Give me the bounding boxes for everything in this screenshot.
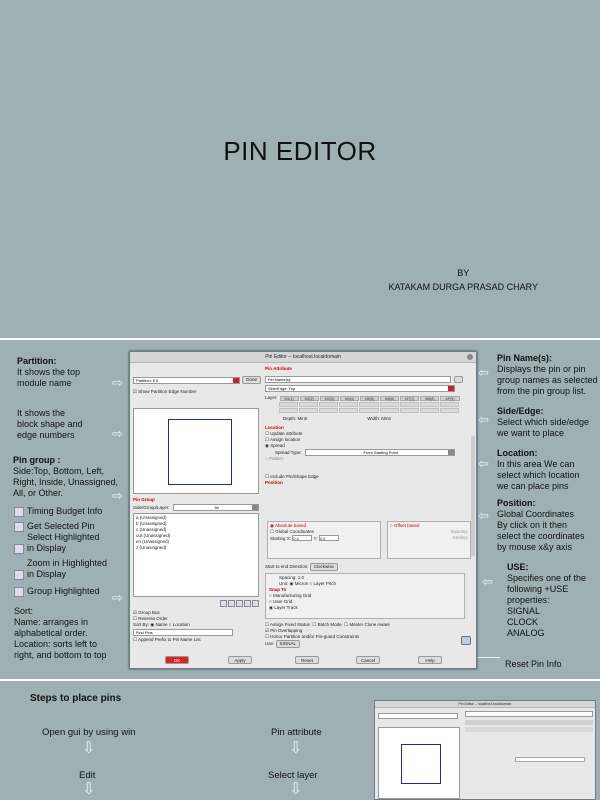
mini-spread-select <box>515 757 585 762</box>
mini-block-view <box>378 727 460 799</box>
pinname-line: from the pin group list. <box>497 386 587 396</box>
title-slide <box>0 0 600 338</box>
start-y-input[interactable]: 0.0 <box>319 535 339 541</box>
arrow-left-icon: ⇦ <box>478 365 489 380</box>
sort-location-radio[interactable]: Location <box>172 622 190 627</box>
list-item[interactable]: c (Unassigned) <box>136 527 167 532</box>
y-label: Y: <box>313 536 318 541</box>
selhl-label: in Display <box>27 543 67 553</box>
chevron-down-icon <box>252 505 258 510</box>
getsel-label: Get Selected Pin <box>27 521 95 531</box>
offset-spacing-label: Spacing: <box>450 529 468 534</box>
zoom-label: Zoom in Highlighted <box>27 558 108 568</box>
pin-group-label: Pin Group <box>133 497 155 502</box>
select-highlighted-icon[interactable] <box>236 600 243 607</box>
show-edge-label: Show Partition Edge Number <box>138 389 197 394</box>
by-label: BY <box>457 268 470 278</box>
step-edit: Edit <box>79 770 96 781</box>
spacing-input[interactable]: Spacing: 1.0 <box>279 575 305 580</box>
ok-button[interactable]: OK <box>165 656 189 664</box>
position-note <box>497 498 585 553</box>
side-head: Side/Edge: <box>497 406 544 416</box>
pos-line: select the coordinates <box>497 531 585 541</box>
mini-layer-row <box>465 720 593 725</box>
pin-group-list[interactable] <box>133 513 259 597</box>
use-line: properties: <box>507 595 550 605</box>
close-icon[interactable] <box>467 354 473 360</box>
honor-partition-label: Honor Partition and/or Pin-guard Constraints <box>270 634 360 639</box>
assign-fixed-checkbox[interactable]: Assign Fixed Status <box>270 622 310 627</box>
width-field[interactable]: Width: Min0 <box>367 416 392 421</box>
mini-pin-names <box>465 711 593 717</box>
pingroup-line: Side:Top, Bottom, Left, <box>13 466 105 476</box>
arrow-left-icon: ⇦ <box>478 456 489 471</box>
use-line: CLOCK <box>507 617 539 627</box>
get-selected-icon <box>14 522 24 532</box>
global-coord-checkbox[interactable]: ☐ Global Coordinates <box>270 529 314 534</box>
spacing-section <box>265 573 465 619</box>
slide-title: PIN EDITOR <box>223 136 377 166</box>
micron-radio[interactable]: Micron <box>294 581 309 586</box>
layer-button[interactable]: M4(4) <box>340 396 359 401</box>
arrow-right-icon: ⇨ <box>112 375 123 390</box>
use-line: SIGNAL <box>507 606 541 616</box>
list-item[interactable]: a (Unassigned) <box>136 515 167 520</box>
assign-loc-label: Assign location <box>270 437 301 442</box>
layer-button[interactable]: M7(7) <box>400 396 419 401</box>
absolute-section <box>267 521 381 559</box>
arrow-left-icon: ⇦ <box>482 574 493 589</box>
pingroup-head: Pin group : <box>13 455 61 465</box>
chevron-down-icon <box>233 378 239 383</box>
selhl-label: Select Highlighted <box>27 532 100 542</box>
scrollbar[interactable] <box>471 436 475 556</box>
arrow-down-icon: ⇩ <box>82 781 96 798</box>
user-grid-label: User Grid <box>272 599 293 604</box>
left-panel <box>133 366 261 646</box>
use-line: following +USE <box>507 584 569 594</box>
location-label: Location <box>265 425 284 430</box>
pos-head: Position: <box>497 498 536 508</box>
use-line: ANALOG <box>507 628 545 638</box>
depth-field[interactable]: Depth: Min0 <box>283 416 308 421</box>
list-toolbar <box>220 600 259 607</box>
pin-editor-slide <box>0 340 600 679</box>
pin-editor-window <box>129 351 477 669</box>
side-edge-value: Side/Edge: Top <box>268 386 296 391</box>
side-note <box>497 406 589 439</box>
absolute-radio[interactable]: ◉ Absolute based <box>270 523 306 528</box>
sort-by-row: Sort By: ◉ Name ○ Location <box>133 622 190 627</box>
arrow-right-icon: ⇨ <box>112 426 123 441</box>
pattern-label: Pattern <box>268 456 284 461</box>
sort-line: right, and bottom to top <box>14 650 107 660</box>
master-clone-checkbox[interactable]: Master Clone Aware <box>349 622 390 627</box>
select-highlighted-icon <box>14 544 24 554</box>
use-label: Use: <box>265 641 275 646</box>
pingroup-line: Right, Inside, Unassigned, <box>13 477 119 487</box>
absolute-label: Absolute based <box>274 523 306 528</box>
pin-names-field[interactable] <box>265 376 451 383</box>
update-attr-checkbox[interactable]: ☐ Update attribute <box>265 431 303 436</box>
reverse-order-checkbox[interactable]: ☐ Reverse Order <box>133 616 168 621</box>
sort-note <box>14 606 107 661</box>
arrow-down-icon: ⇩ <box>82 740 96 757</box>
block-shape-view[interactable] <box>133 408 259 494</box>
pin-overlap-label: Pin Overlapping <box>270 628 303 633</box>
arrow-right-icon: ⇨ <box>112 590 123 605</box>
partition-note <box>17 356 80 389</box>
right-panel <box>265 366 475 646</box>
block-note <box>17 408 83 441</box>
start-dir-label: Start to end Direction: <box>265 564 309 569</box>
layer-button[interactable]: AP(9) <box>440 396 459 401</box>
steps-slide <box>0 681 600 800</box>
offset-radio[interactable]: ○ Offset based <box>390 523 420 528</box>
timing-label: Timing Budget Info <box>27 506 103 516</box>
offset-label: Offset based <box>393 523 420 528</box>
include-edge-label: Include Pin/Shape Edge <box>270 474 319 479</box>
layer-track-radio[interactable]: ◉ Layer Track <box>269 605 298 610</box>
snap-to-label: Snap To <box>269 587 287 592</box>
side-group-select[interactable] <box>173 504 259 511</box>
sort-by-label: Sort By: <box>133 622 150 627</box>
spread-type-select[interactable] <box>305 449 455 456</box>
group-bus-label: Group Bus <box>138 610 160 615</box>
timing-budget-icon[interactable] <box>220 600 227 607</box>
user-grid-radio[interactable]: ○ User Grid <box>269 599 293 604</box>
offset-section <box>387 521 471 559</box>
block-outline <box>168 419 232 485</box>
author-name: KATAKAM DURGA PRASAD CHARY <box>388 282 538 292</box>
global-coord-label: Global Coordinates <box>275 529 314 534</box>
pin-names-label: Pin Name(s): <box>268 377 292 382</box>
steps-heading: Steps to place pins <box>30 693 122 704</box>
honor-partition-checkbox[interactable]: ☐ Honor Partition and/or Pin-guard Constraints <box>265 634 360 639</box>
apply-button[interactable]: Apply <box>228 656 252 664</box>
reset-pin-info-icon[interactable] <box>461 636 471 645</box>
direction-select[interactable]: Clockwise <box>310 563 338 571</box>
loc-line: In this area We can <box>497 459 575 469</box>
spread-label: Spread <box>270 443 285 448</box>
layer-button[interactable]: M1(1) <box>280 396 299 401</box>
layer-button[interactable]: M6(6) <box>380 396 399 401</box>
list-item[interactable]: b (Unassigned) <box>136 521 167 526</box>
mini-window-title: Pin Editor -- localhost.localdomain <box>375 701 595 708</box>
update-attr-label: Update attribute <box>270 431 303 436</box>
layer-button[interactable]: M8(8) <box>420 396 439 401</box>
starting-row <box>270 535 378 542</box>
spread-type-label: Spread Type: <box>275 449 302 455</box>
arrow-down-icon: ⇩ <box>289 740 303 757</box>
starting-label: Starting X: <box>270 536 292 541</box>
side-group-label: Side/Group/Layer: <box>133 504 170 510</box>
use-line: Specifies one of the <box>507 573 587 583</box>
use-row <box>265 640 470 648</box>
side-line: Select which side/edge <box>497 417 590 427</box>
grouphl-label: Group Highlighted <box>27 586 100 596</box>
arrow-down-icon: ⇩ <box>289 781 303 798</box>
layer-button[interactable]: M2(2) <box>300 396 319 401</box>
show-edge-checkbox[interactable]: ☑ Show Partition Edge Number <box>133 389 197 394</box>
layer-track-label: Layer Track <box>274 605 298 610</box>
reset-note: Reset Pin Info <box>505 659 562 669</box>
sort-line: alphabetical order. <box>14 628 88 638</box>
arrow-left-icon: ⇦ <box>478 508 489 523</box>
mini-partition-select <box>378 713 458 719</box>
pinname-line: Displays the pin or pin <box>497 364 586 374</box>
pingroup-line: All, or Other. <box>13 488 64 498</box>
spread-type-value: From Starting Point <box>363 450 398 455</box>
list-item[interactable]: en (Unassigned) <box>136 539 170 544</box>
chevron-down-icon <box>448 450 454 455</box>
pin-names-button[interactable] <box>454 376 463 383</box>
loc-head: Location: <box>497 448 538 458</box>
layer-button[interactable]: M3(3) <box>320 396 339 401</box>
group-bus-checkbox[interactable]: ☑ Group Bus <box>133 610 160 615</box>
arrow-right-icon: ⇨ <box>112 488 123 503</box>
use-select[interactable]: SIGNAL <box>276 640 301 648</box>
loc-line: we can place pins <box>497 481 569 491</box>
side-edge-select[interactable] <box>265 385 455 392</box>
block-line: edge numbers <box>17 430 75 440</box>
pinname-head: Pin Name(s): <box>497 353 553 363</box>
mini-layer-row <box>465 727 593 732</box>
group-highlighted-icon <box>14 587 24 597</box>
layer-row-disabled <box>279 402 459 407</box>
group-highlighted-icon[interactable] <box>252 600 259 607</box>
batch-mode-checkbox[interactable]: Batch Mode <box>317 622 342 627</box>
unit-row: Unit: ◉ Micron ○ Layer Pitch <box>279 581 336 586</box>
sort-line: Name: arranges in <box>14 617 89 627</box>
get-selected-icon[interactable] <box>228 600 235 607</box>
tools-note <box>14 506 107 597</box>
zoom-icon <box>14 570 24 580</box>
partition-value: Partition: EX <box>136 377 159 383</box>
append-prefix-checkbox[interactable]: ☐ Append Prefix to Pin Name List <box>133 637 201 642</box>
loc-line: select which location <box>497 470 580 480</box>
spread-radio[interactable]: ◉ Spread <box>265 443 285 448</box>
pingroup-note <box>13 455 118 499</box>
chevron-down-icon <box>448 386 454 391</box>
arrow-left-icon: ⇦ <box>478 412 489 427</box>
location-note <box>497 448 580 492</box>
use-note <box>507 562 586 639</box>
layer-buttons <box>280 396 460 401</box>
mfg-grid-radio[interactable]: ○ Manufacturing Grid <box>269 593 312 598</box>
find-pins-input[interactable] <box>133 629 233 636</box>
include-edge-checkbox[interactable]: ☐ Include Pin/Shape Edge <box>265 474 319 479</box>
start-dir-row <box>265 563 470 571</box>
partition-line: It shows the top <box>17 367 81 377</box>
zoom-label: in Display <box>27 569 67 579</box>
sort-head: Sort: <box>14 606 34 616</box>
status-row: ☐ Assign Fixed Status ☐ Batch Mode ☐ Master Clone Aware <box>265 622 390 627</box>
block-line: block shape and <box>17 419 83 429</box>
pos-line: by mouse x&y axis <box>497 542 573 552</box>
dialog-buttons <box>130 655 476 665</box>
offset-ending-label: Ending: <box>452 535 468 540</box>
sort-name-radio[interactable]: Name <box>155 622 168 627</box>
assign-loc-checkbox[interactable]: ☐ Assign location <box>265 437 301 442</box>
unit-label: Unit: <box>279 581 289 586</box>
position-label: Position <box>265 480 283 485</box>
start-x-input[interactable]: 0.0 <box>292 535 312 541</box>
byline <box>388 266 538 294</box>
cancel-button[interactable]: Cancel <box>356 656 380 664</box>
append-prefix-label: Append Prefix to Pin Name List <box>138 637 201 642</box>
step-open-gui: Open gui by using win <box>42 727 136 738</box>
mini-pin-editor-screenshot <box>374 700 596 800</box>
layer-label: Layer: <box>265 395 278 400</box>
pattern-radio[interactable]: ○ Pattern <box>265 456 284 461</box>
partition-line: module name <box>17 378 72 388</box>
pos-line: Global Coordinates <box>497 509 575 519</box>
done-button[interactable]: Done <box>242 376 261 384</box>
reverse-order-label: Reverse Order <box>138 616 168 621</box>
side-group-value: All <box>214 505 219 510</box>
find-pins-text: Find Pins <box>136 630 153 635</box>
use-head: USE: <box>507 562 529 572</box>
layer-button[interactable]: M5(5) <box>360 396 379 401</box>
step-pin-attribute: Pin attribute <box>271 727 322 738</box>
timing-budget-icon <box>14 507 24 517</box>
pin-attribute-label: Pin Attribute <box>265 366 292 371</box>
pinname-line: group names as selected <box>497 375 598 385</box>
list-item[interactable]: out (Unassigned) <box>136 533 171 538</box>
pos-line: By click on it then <box>497 520 568 530</box>
window-title: Pin Editor -- localhost.localdomain <box>130 352 476 363</box>
layer-pitch-radio[interactable]: Layer Pitch <box>313 581 336 586</box>
help-button[interactable]: Help <box>418 656 442 664</box>
step-select-layer: Select layer <box>268 770 318 781</box>
pinname-note <box>497 353 598 397</box>
mfg-grid-label: Manufacturing Grid <box>272 593 312 598</box>
layer-row-disabled <box>279 408 459 413</box>
block-line: It shows the <box>17 408 66 418</box>
partition-select[interactable] <box>133 377 240 384</box>
pin-overlap-checkbox[interactable]: ☑ Pin Overlapping <box>265 628 303 633</box>
list-item[interactable]: z (Unassigned) <box>136 545 167 550</box>
reset-button[interactable]: Reset <box>295 656 319 664</box>
zoom-icon[interactable] <box>244 600 251 607</box>
sort-line: Location: sorts left to <box>14 639 98 649</box>
side-line: we want to place <box>497 428 565 438</box>
partition-head: Partition: <box>17 356 57 366</box>
